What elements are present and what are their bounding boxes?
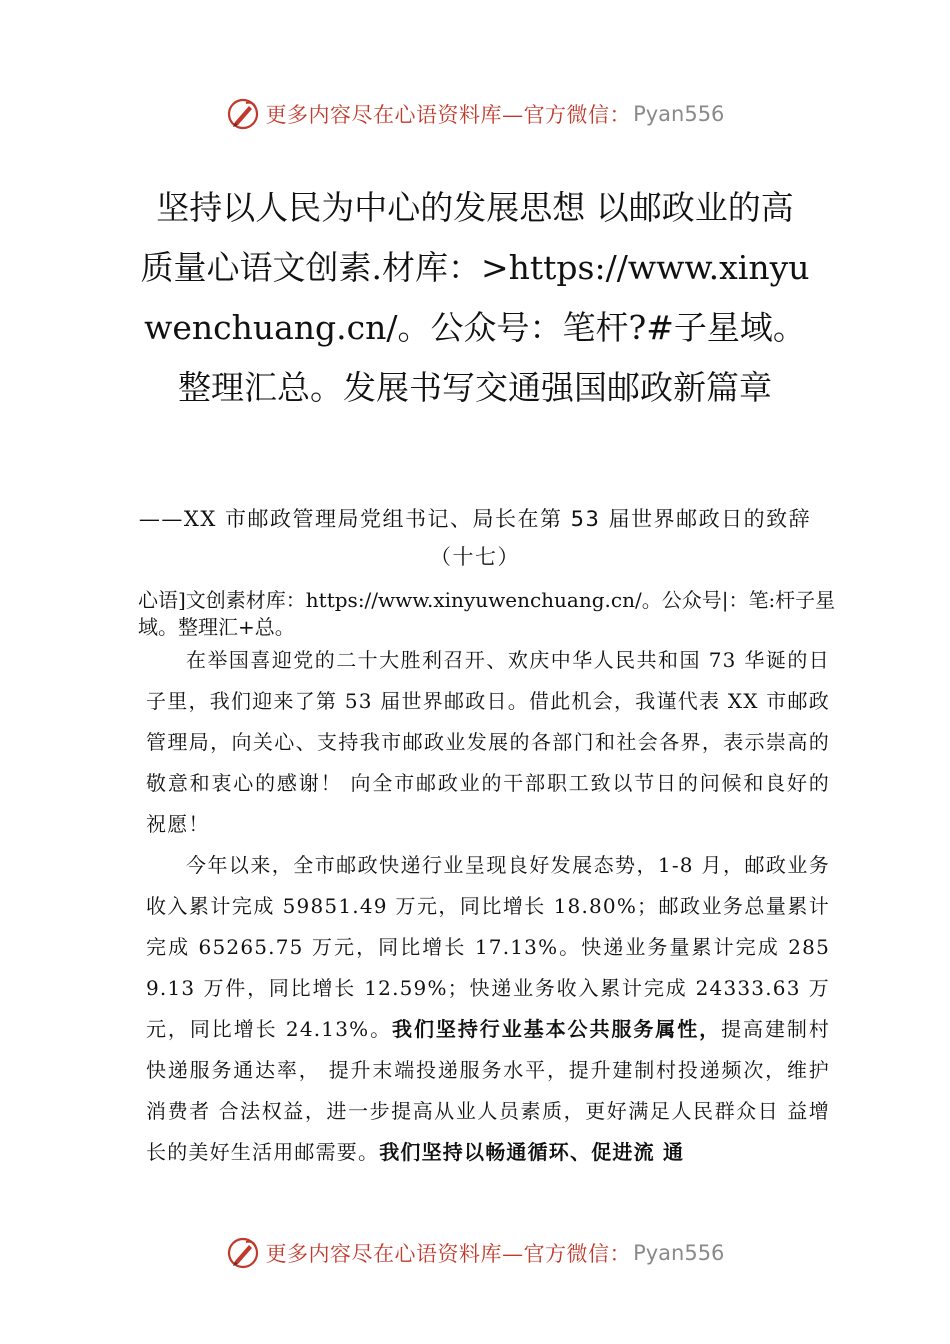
banner-wechat-label: —官方微信： bbox=[502, 1242, 632, 1266]
paragraph-1: 在举国喜迎党的二十大胜利召开、欢庆中华人民共和国 73 华诞的日子里，我们迎来了第 53 届世界邮政日。借此机会，我谨代表 XX 市邮政管理局，向关心、支持我市邮政业发展的各部门和社会各界，表示崇高的敬意和衷心的感谢！ 向全市邮政业的干部职工致以节日的问候和良好的祝愿！ bbox=[146, 648, 830, 836]
subtitle-number: 53 bbox=[570, 507, 601, 531]
paragraph-2-bold-2: 我们坚持以畅通循环、促进流 通 bbox=[379, 1140, 685, 1164]
paragraph-2 bbox=[146, 845, 830, 1173]
document-title: 坚持以人民为中心的发展思想 以邮政业的高质量心语文创素.材库：>https://www.xinyuwenchuang.cn/。公众号：笔杆?#子星域。整理汇总。发展书写交通强国邮政新篇章 bbox=[140, 188, 810, 407]
banner-wechat-id: Pyan556 bbox=[633, 102, 725, 126]
subtitle-part-1: ——XX 市邮政管理局党组书记、局长在第 bbox=[138, 507, 571, 531]
paragraph-2-measures: 提高建制村快递服务通达率， 提升末端投递服务水平，提升建制村投递频次，维护消费者 合法权益，进一步提高从业人员素质，更好满足人民群众日 益增长的美好生活用邮需要。 bbox=[146, 1017, 831, 1164]
document-subtitle bbox=[135, 500, 815, 576]
header-banner bbox=[0, 94, 950, 134]
banner-text: 更多内容尽在心语资料库 bbox=[265, 1242, 503, 1266]
banner-wechat-id: Pyan556 bbox=[633, 1241, 725, 1265]
banner-wechat-label: —官方微信： bbox=[502, 103, 632, 127]
pen-logo-icon bbox=[226, 97, 260, 131]
footer-banner bbox=[0, 1233, 950, 1273]
paragraph-2-bold-1: 我们坚持行业基本公共服务属性， bbox=[392, 1017, 722, 1041]
document-body bbox=[146, 640, 830, 1173]
subtitle-part-2: 届世界邮政日的致辞（十七） bbox=[430, 507, 812, 569]
watermark-notice: 心语]文创素材库：https://www.xinyuwenchuang.cn/。公众号|：笔:杆子星域。整理汇+总。 bbox=[138, 588, 836, 639]
banner-text: 更多内容尽在心语资料库 bbox=[265, 103, 503, 127]
pen-logo-icon bbox=[226, 1236, 260, 1270]
paragraph-2-stats: 今年以来，全市邮政快递行业呈现良好发展态势，1-8 月，邮政业务收入累计完成 59851.49 万元，同比增长 18.80%；邮政业务总量累计完成 65265.75 万元，同比增长 17.13%。快递业务量累计完成 2859.13 万件，同比增长 12.59%；快递业务收入累计完成 24333.63 万元，同比增长 24.13%。 bbox=[146, 853, 830, 1041]
